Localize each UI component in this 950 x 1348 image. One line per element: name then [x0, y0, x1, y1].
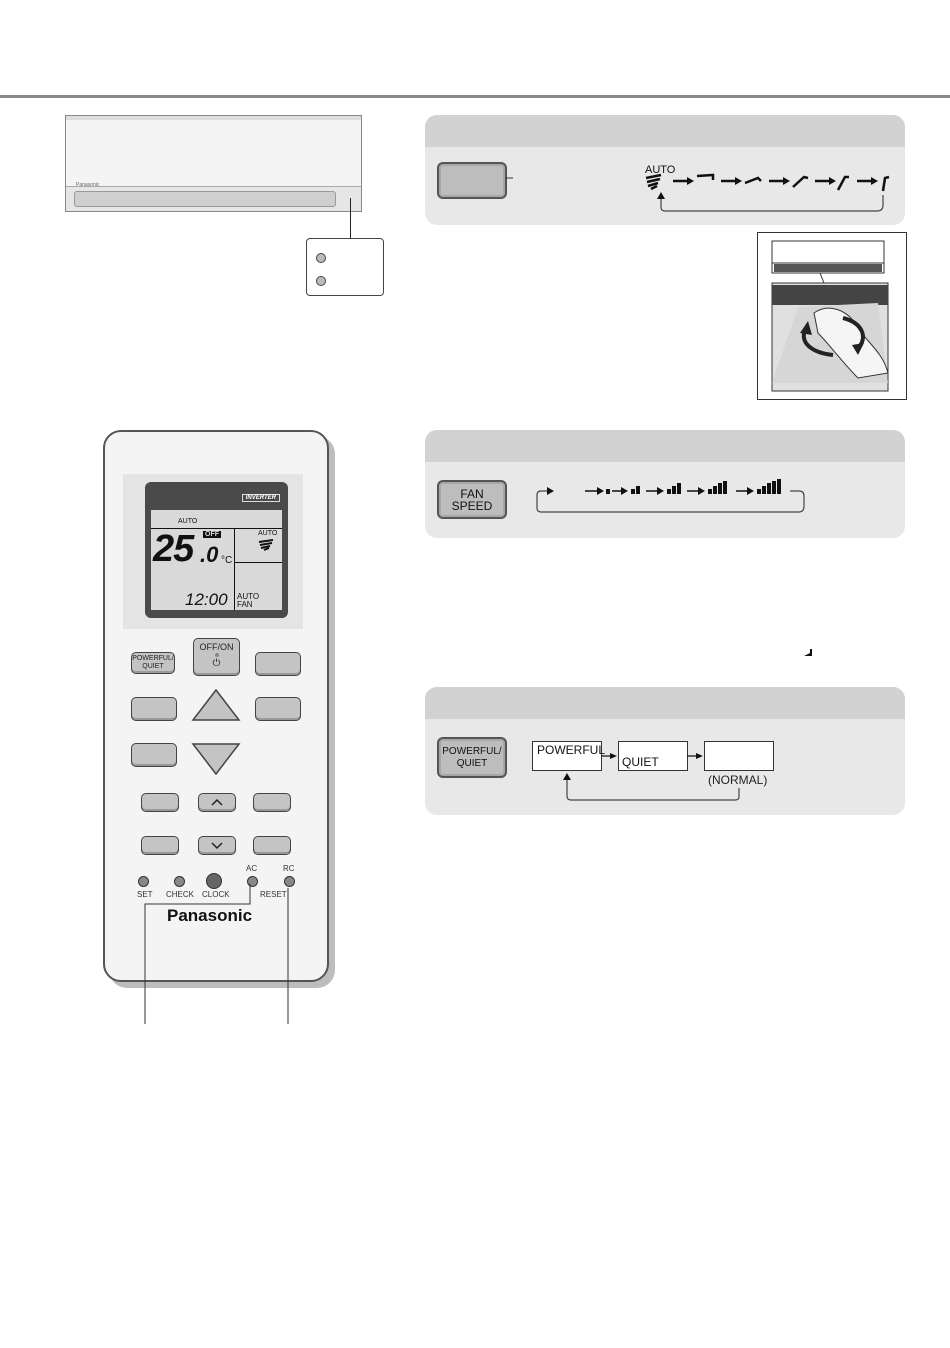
clock-label: CLOCK	[202, 890, 230, 899]
airflow-sequence-diagram	[425, 115, 905, 225]
powerful-quiet-button-line1: POWERFUL/	[442, 745, 502, 757]
remote-powerful-label-2: QUIET	[142, 663, 164, 670]
remote-econavi-button[interactable]	[131, 743, 177, 767]
lcd-temperature: 25	[153, 528, 194, 570]
fan-low-icon	[803, 648, 813, 658]
set-label: SET	[137, 890, 153, 899]
check-label: CHECK	[166, 890, 195, 899]
rc-label: RC	[283, 864, 295, 873]
remote-timer-up-button[interactable]	[198, 793, 236, 812]
power-icon: ⏻	[212, 658, 221, 669]
powerful-quiet-button-line2: QUIET	[456, 757, 488, 769]
airflow-return-loop	[661, 195, 883, 211]
indoor-unit-top-edge	[66, 116, 361, 120]
remote-timer-cancel-button[interactable]	[141, 836, 179, 855]
louver-adjust-drawing	[758, 233, 906, 399]
remote-airflow-button[interactable]	[255, 697, 301, 721]
mode-powerful-label: POWERFUL	[537, 743, 606, 757]
fan-speed-sequence-diagram	[425, 430, 905, 538]
mode-normal-label: (NORMAL)	[708, 773, 768, 787]
remote-powerful-quiet-button[interactable]	[131, 652, 175, 674]
lcd-vertical-divider	[234, 528, 235, 610]
indoor-unit-louver	[74, 191, 336, 207]
lcd-fan-auto-line1: AUTO	[237, 592, 260, 601]
indicator-callout-line	[350, 198, 351, 240]
airflow-position-5-icon	[883, 177, 889, 191]
lcd-temperature-unit: °C	[221, 555, 233, 566]
lcd-airflow-icon	[258, 539, 276, 551]
airflow-position-1-icon	[697, 175, 713, 180]
lcd-mode: AUTO	[178, 518, 198, 525]
remote-timer-set-button[interactable]	[253, 836, 291, 855]
temperature-down-button[interactable]	[191, 742, 241, 776]
remote-powerful-label-1: POWERFUL/	[132, 655, 174, 662]
louver-adjust-illustration	[757, 232, 907, 400]
chevron-down-icon	[199, 837, 235, 854]
airflow-direction-panel	[425, 115, 905, 225]
remote-brand: Panasonic	[167, 906, 253, 925]
lcd-fan-auto-line2: FAN	[237, 600, 253, 609]
remote-timer-down-button[interactable]	[198, 836, 236, 855]
reset-label: RESET	[260, 890, 287, 899]
page-top-rule	[0, 95, 950, 98]
inverter-logo: INVERTER	[242, 494, 280, 502]
airflow-position-4-icon	[838, 177, 849, 190]
lcd-off-badge: OFF	[205, 531, 219, 538]
lcd-clock: 12:00	[185, 590, 228, 609]
fan-speed-panel	[425, 430, 905, 538]
ac-label: AC	[246, 864, 258, 873]
indicator-lamp-1	[316, 253, 326, 263]
lcd-airflow-auto: AUTO	[258, 530, 278, 537]
airflow-position-2-icon	[745, 178, 761, 183]
powerful-quiet-panel	[425, 687, 905, 815]
mode-quiet-label: QUIET	[622, 755, 659, 769]
remote-mode-button[interactable]	[255, 652, 301, 676]
remote-off-on-label: OFF/ON	[199, 642, 234, 652]
chevron-up-icon	[199, 794, 235, 811]
remote-timer-on-button[interactable]	[141, 793, 179, 812]
airflow-auto-label: AUTO	[645, 164, 676, 176]
indoor-unit-brand: Panasonic	[76, 182, 100, 188]
airflow-auto-swing-icon	[646, 175, 661, 189]
reset-leader-lines	[140, 870, 300, 1026]
remote-fan-speed-button[interactable]	[131, 697, 177, 721]
indicator-lamp-box	[306, 238, 384, 296]
powerful-quiet-sequence-diagram	[425, 687, 905, 815]
indicator-lamp-2	[316, 276, 326, 286]
airflow-position-3-icon	[793, 177, 808, 187]
remote-timer-off-button[interactable]	[253, 793, 291, 812]
powerful-quiet-return-loop	[567, 779, 739, 800]
fan-speed-button-label: FAN SPEED	[451, 486, 493, 513]
remote-off-on-button[interactable]	[193, 638, 240, 676]
lcd-screen	[151, 510, 282, 610]
fan-speed-return-loop	[537, 491, 804, 512]
indoor-unit-illustration	[65, 115, 362, 212]
temperature-up-button[interactable]	[191, 688, 241, 722]
fan-speed-level-1-icon	[606, 489, 610, 494]
remote-lcd	[145, 482, 288, 618]
lcd-temperature-decimal: .0	[200, 542, 219, 567]
remote-power-led	[215, 653, 219, 657]
